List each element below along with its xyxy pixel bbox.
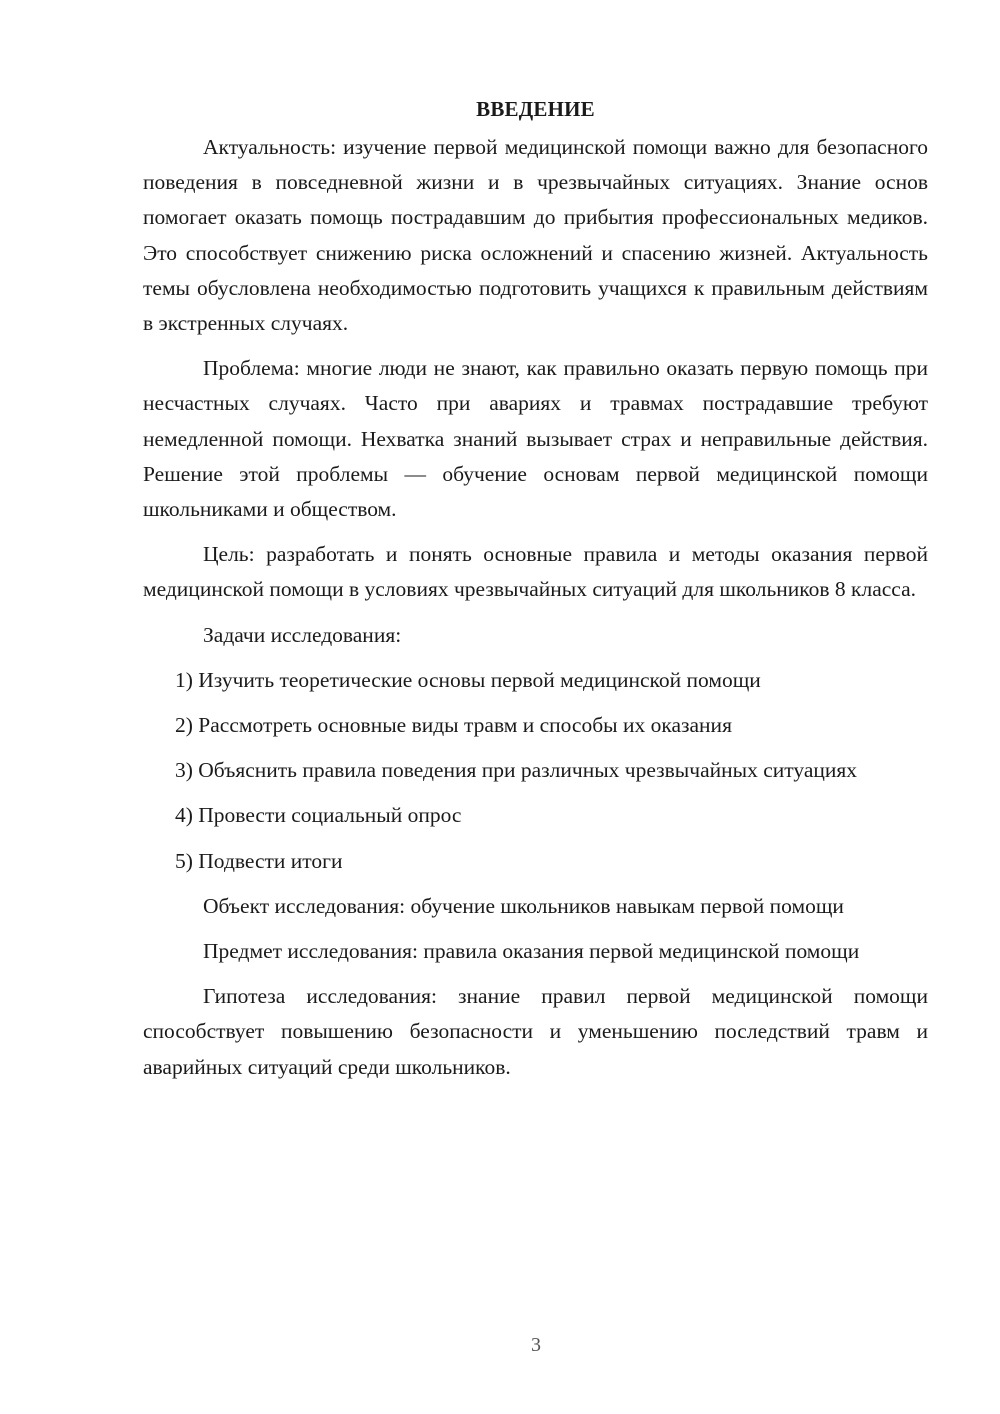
task-item-2: 2) Рассмотреть основные виды травм и способы их оказания: [175, 713, 732, 738]
document-page: [143, 92, 928, 1095]
task-item-1: 1) Изучить теоретические основы первой медицинской помощи: [175, 667, 761, 692]
object-paragraph: Объект исследования: обучение школьников навыкам первой помощи: [203, 893, 844, 918]
page-number: 3: [531, 1334, 541, 1356]
tasks-heading: Задачи исследования:: [203, 622, 402, 647]
task-item-5: 5) Подвести итоги: [175, 848, 343, 873]
goal-paragraph: Цель: разработать и понять основные правила и методы оказания первой медицинской помощи в условиях чрезвычайных ситуаций для школьников 8 класса.: [143, 542, 928, 602]
task-item-3: 3) Объяснить правила поведения при различных чрезвычайных ситуациях: [175, 758, 858, 783]
subject-paragraph: Предмет исследования: правила оказания первой медицинской помощи: [203, 939, 860, 964]
tasks-list: [143, 663, 928, 879]
hypothesis-paragraph: Гипотеза исследования: знание правил первой медицинской помощи способствует повышению безопасности и уменьшению последствий травм и аварийных ситуаций среди школьников.: [143, 984, 928, 1079]
section-title: ВВЕДЕНИЕ: [476, 97, 595, 121]
problem-paragraph: Проблема: многие люди не знают, как правильно оказать первую помощь при несчастных случаях. Часто при авариях и травмах пострадавшие требуют немедленной помощи. Нехватка знаний вызывает страх и неправильные действия. Решение этой проблемы — обучение основам первой медицинской помощи школьниками и обществом.: [143, 356, 928, 522]
relevance-paragraph: Актуальность: изучение первой медицинской помощи важно для безопасного поведения в повседневной жизни и в чрезвычайных ситуациях. Знание основ помогает оказать помощь пострадавшим до прибытия профессиональных медиков. Это способствует снижению риска осложнений и спасению жизней. Актуальность темы обусловлена необходимостью подготовить учащихся к правильным действиям в экстренных случаях.: [143, 135, 928, 336]
task-item-4: 4) Провести социальный опрос: [175, 803, 462, 828]
